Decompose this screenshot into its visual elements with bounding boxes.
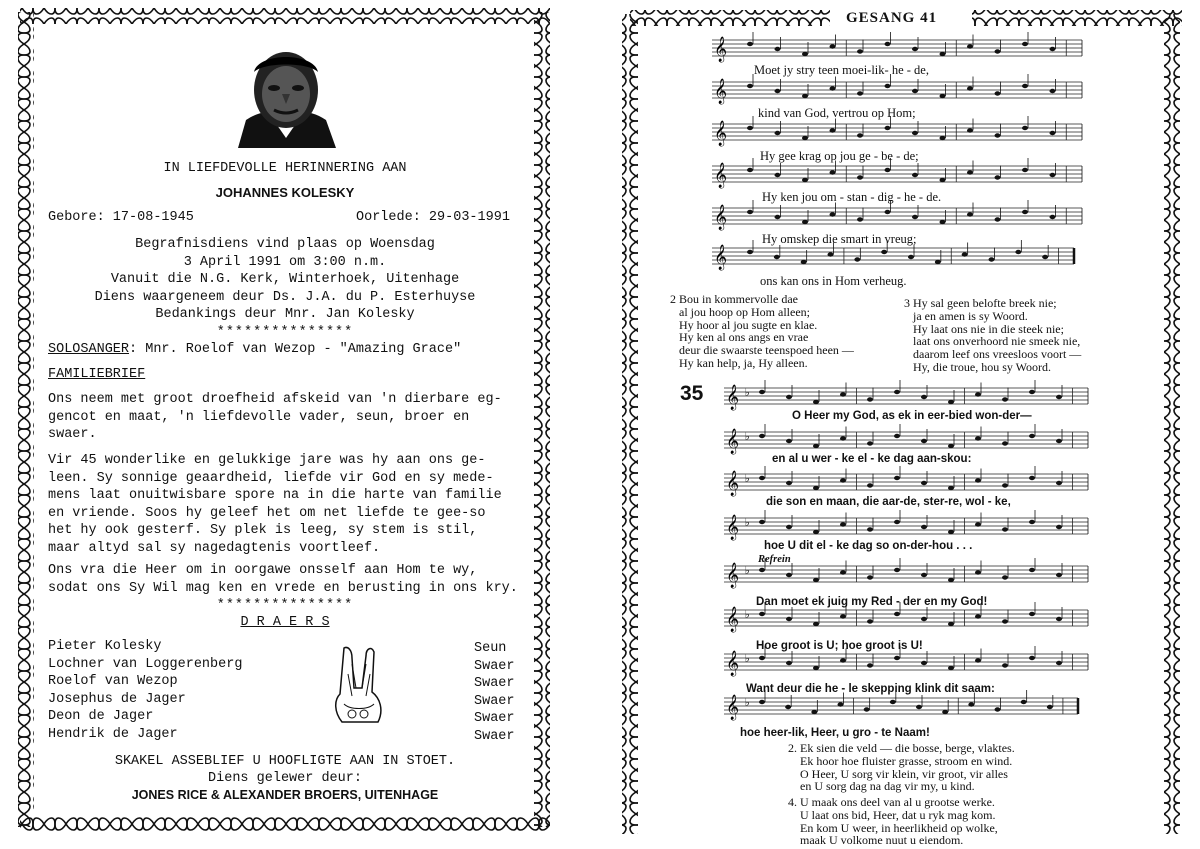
memorial-page [0, 0, 570, 849]
letter-paragraph-1 [48, 391, 502, 444]
bearers-relations [474, 640, 515, 745]
note [1047, 705, 1053, 709]
hymn-35-verse-2: 2. Ek sien die veld — die bosse, berge, vlaktes. Ek hoor hoe fluister grasse, stroom en wind. O Heer, U sorg vir klein, vir groot, vir alles en U sorg dag na dag vir my, u kind. [788, 741, 1015, 794]
note [786, 395, 792, 399]
note [759, 568, 765, 572]
note [975, 392, 981, 396]
death-date: Oorlede: 29-03-1991 [356, 210, 510, 225]
letter-title: FAMILIEBRIEF [48, 367, 146, 382]
note [813, 622, 819, 626]
music-staff [724, 510, 1088, 540]
note [1029, 434, 1035, 438]
note [1021, 700, 1027, 704]
hymn-35-lyric: Dan moet ek juig my Red - der en my God! [756, 596, 988, 608]
note [840, 570, 846, 574]
letter-paragraph-2 [48, 452, 502, 557]
delivered-by-label: Diens gelewer deur: [208, 771, 362, 786]
note [840, 392, 846, 396]
treble-clef-icon: 𝄞 [726, 695, 740, 720]
note [867, 619, 873, 623]
treble-clef-icon: 𝄞 [726, 607, 740, 632]
headlights-note: SKAKEL ASSEBLIEF U HOOFLIGTE AAN IN STOET. [114, 754, 456, 769]
note [948, 578, 954, 582]
note [811, 710, 817, 714]
hymn-35-lyric: die son en maan, die aar-de, ster-re, wol - ke, [766, 496, 1011, 508]
note [786, 439, 792, 443]
note [786, 661, 792, 665]
treble-clef-icon: 𝄞 [714, 37, 728, 62]
flat-icon: ♭ [744, 432, 751, 444]
service-line: Diens waargeneem deur Ds. J.A. du P. Esterhuyse [94, 289, 476, 305]
praying-hands-icon [322, 644, 394, 726]
treble-clef-icon: 𝄞 [726, 651, 740, 676]
bearer-name: Pieter Kolesky [48, 639, 162, 654]
note [840, 658, 846, 662]
flat-icon: ♭ [744, 654, 751, 666]
service-line: Begrafnisdiens vind plaas op Woensdag [135, 237, 435, 252]
service-details [40, 236, 530, 341]
note [840, 478, 846, 482]
treble-clef-icon: 𝄞 [714, 79, 728, 104]
letter-line: Ons neem met groot droefheid afskeid van 'n dierbare eg- [48, 392, 502, 407]
note [1029, 568, 1035, 572]
deceased-name: JOHANNES KOLESKY [215, 185, 355, 200]
note [894, 656, 900, 660]
note [995, 707, 1001, 711]
note [813, 530, 819, 534]
note [948, 530, 954, 534]
note [975, 436, 981, 440]
flat-icon: ♭ [744, 610, 751, 622]
treble-clef-icon: 𝄞 [714, 245, 728, 270]
note [759, 434, 765, 438]
star-divider: *************** [216, 324, 354, 340]
music-staff [724, 466, 1088, 496]
flat-icon: ♭ [744, 518, 751, 530]
bearers-list [48, 638, 242, 743]
note [1056, 395, 1062, 399]
treble-clef-icon: 𝄞 [714, 121, 728, 146]
hymn-35-number: 35 [680, 382, 704, 405]
hymn-41-lyric: ons kan ons in Hom verheug. [760, 274, 907, 288]
hymn-41-lyric: Hy ken jou om - stan - dig - he - de. [762, 190, 942, 204]
undertaker-name: JONES RICE & ALEXANDER BROERS, UITENHAGE [131, 788, 439, 802]
hymn-41-lyric: Hy omskep die smart in vreug; [762, 232, 917, 246]
note [813, 578, 819, 582]
bearer-relation: Swaer [474, 676, 515, 691]
soloist-text: : Mnr. Roelof van Wezop - "Amazing Grace" [129, 342, 462, 357]
note [975, 614, 981, 618]
note [1029, 476, 1035, 480]
letter-line: het hy ook gesterf. Sy plek is leeg, sy stem is stil, [48, 523, 478, 538]
soloist-label: SOLOSANGER [48, 342, 130, 357]
bearer-relation: Swaer [474, 693, 515, 709]
note [1056, 439, 1062, 443]
hymn-41-lyric: kind van God, vertrou op Hom; [758, 106, 916, 120]
note [786, 481, 792, 485]
note [1002, 619, 1008, 623]
note [759, 656, 765, 660]
note [813, 486, 819, 490]
note [1056, 573, 1062, 577]
note [867, 483, 873, 487]
hymn-page [612, 0, 1200, 849]
note [813, 444, 819, 448]
note [1056, 481, 1062, 485]
refrain-label: Refrein [758, 554, 791, 565]
note [786, 573, 792, 577]
treble-clef-icon: 𝄞 [714, 163, 728, 188]
letter-paragraph-3 [48, 562, 518, 597]
portrait-photo [228, 42, 344, 148]
bearers-title: D R A E R S [240, 615, 330, 630]
note [1056, 525, 1062, 529]
note [759, 612, 765, 616]
letter-line: sodat ons Sy Wil mag ken en vrede en berusting in ons kry. [48, 580, 518, 596]
letter-line: Vir 45 wonderlike en gelukkige jare was hy aan ons ge- [48, 453, 486, 468]
note [759, 390, 765, 394]
note [867, 441, 873, 445]
hymn-35-lyric: O Heer my God, as ek in eer-bied won-der— [792, 410, 1032, 422]
hymn-41-title: GESANG 41 [846, 10, 938, 26]
note [813, 666, 819, 670]
memorial-heading: IN LIEFDEVOLLE HERINNERING AAN [163, 161, 407, 176]
bearer-relation: Swaer [474, 728, 515, 744]
note [948, 400, 954, 404]
note [942, 710, 948, 714]
note [867, 575, 873, 579]
service-line: 3 April 1991 om 3:00 n.m. [183, 254, 387, 270]
note [948, 444, 954, 448]
note [975, 570, 981, 574]
note [921, 573, 927, 577]
note [840, 614, 846, 618]
bearer-relation: Seun [474, 641, 507, 656]
note [864, 707, 870, 711]
hymn-35-lyric: hoe heer-lik, Heer, u gro - te Naam! [740, 727, 930, 739]
star-divider: *************** [216, 598, 354, 613]
birth-date: Gebore: 17-08-1945 [48, 210, 194, 225]
note [840, 522, 846, 526]
letter-line: maar altyd sal sy nagedagtenis voortleef. [48, 540, 381, 556]
note [921, 617, 927, 621]
letter-line: Ons vra die Heer om in oorgawe onsself aan Hom te wy, [48, 563, 478, 578]
flat-icon: ♭ [744, 474, 751, 486]
note [1056, 661, 1062, 665]
note [1029, 656, 1035, 660]
flat-icon: ♭ [744, 566, 751, 578]
flat-icon: ♭ [744, 698, 751, 710]
letter-line: gencot en maat, 'n liefdevolle vader, seun, broer en [48, 409, 470, 425]
note [813, 400, 819, 404]
note [894, 612, 900, 616]
note [786, 617, 792, 621]
note [759, 700, 765, 704]
note [867, 663, 873, 667]
note [867, 397, 873, 401]
treble-clef-icon: 𝄞 [726, 563, 740, 588]
treble-clef-icon: 𝄞 [726, 385, 740, 410]
music-staff [724, 424, 1088, 454]
bearer-name: Josephus de Jager [48, 691, 186, 707]
soloist-line [48, 341, 461, 359]
letter-line: en vriende. Soos hy geleef het om net liefde te gee-so [48, 505, 486, 521]
note [916, 705, 922, 709]
note [921, 661, 927, 665]
treble-clef-icon: 𝄞 [726, 515, 740, 540]
note [921, 439, 927, 443]
note [1002, 575, 1008, 579]
bearer-name: Hendrik de Jager [48, 726, 178, 742]
note [948, 666, 954, 670]
letter-line: swaer. [48, 427, 97, 442]
hymn-35-lyric: en al u wer - ke el - ke dag aan-skou: [772, 453, 972, 465]
note [838, 702, 844, 706]
flat-icon: ♭ [744, 388, 751, 400]
note [1002, 441, 1008, 445]
bearer-name: Deon de Jager [48, 709, 154, 724]
hymn-35-lyric: hoe U dit el - ke dag so on-der-hou . . . [764, 540, 973, 552]
hymn-41-verse-3: 3 Hy sal geen belofte breek nie; ja en amen is sy Woord. Hy laat ons nie in die steek nie; laat ons onverhoord nie smeek nie, daarom leef ons vreesloos voort — Hy, die troue, hou sy Woord. [904, 296, 1082, 374]
service-line: Vanuit die N.G. Kerk, Winterhoek, Uitenhage [110, 272, 460, 287]
note [894, 568, 900, 572]
hymn-41-lyric: Hy gee krag op jou ge - be - de; [760, 149, 919, 163]
letter-line: mens laat onuitwisbare spore na in die harte van familie [48, 488, 502, 503]
letter-line: leen. Sy sonnige geaardheid, liefde vir God en sy mede- [48, 470, 494, 486]
note [1002, 663, 1008, 667]
treble-clef-icon: 𝄞 [726, 429, 740, 454]
note [975, 522, 981, 526]
bearer-relation: Swaer [474, 711, 515, 726]
music-staff [724, 380, 1088, 410]
note [759, 520, 765, 524]
note [1029, 612, 1035, 616]
hymn-35-verse-4: 4. U maak ons deel van al u grootse werke. U laat ons bid, Heer, dat u ryk mag kom. En kom U weer, in heerlikheid op wolke, maak U volkome nuut u eiendom. [788, 795, 998, 848]
hymn-41-lyric: Moet jy stry teen moei-lik- he - de, [754, 63, 929, 77]
hymn-35-lyric: Want deur die he - le skepping klink dit saam: [746, 683, 995, 695]
note [867, 527, 873, 531]
note [921, 525, 927, 529]
note [890, 700, 896, 704]
note [1029, 520, 1035, 524]
note [948, 622, 954, 626]
note [894, 520, 900, 524]
hymn-35-staves [612, 0, 1200, 849]
note [1002, 483, 1008, 487]
service-line: Bedankings deur Mnr. Jan Kolesky [155, 307, 415, 322]
note [840, 436, 846, 440]
hymn-35-lyric: Hoe groot is U; hoe groot is U! [756, 640, 923, 652]
note [1056, 617, 1062, 621]
hymn-41-verse-2: 2 Bou in kommervolle dae al jou hoop op Hom alleen; Hy hoor al jou sugte en klae. Hy ken al ons angs en vrae deur die swaarste teenspoed heen — Hy kan help, ja, Hy alleen. [670, 292, 854, 370]
note [975, 658, 981, 662]
treble-clef-icon: 𝄞 [714, 205, 728, 230]
bearer-name: Lochner van Loggerenberg [48, 656, 243, 672]
treble-clef-icon: 𝄞 [726, 471, 740, 496]
note [968, 702, 974, 706]
note [948, 486, 954, 490]
note [975, 478, 981, 482]
note [759, 476, 765, 480]
note [894, 434, 900, 438]
note [1002, 397, 1008, 401]
note [1002, 527, 1008, 531]
note [785, 705, 791, 709]
note [894, 390, 900, 394]
note [894, 476, 900, 480]
note [921, 395, 927, 399]
bearer-relation: Swaer [474, 658, 515, 674]
bearer-name: Roelof van Wezop [48, 674, 178, 689]
note [1029, 390, 1035, 394]
note [921, 481, 927, 485]
note [786, 525, 792, 529]
